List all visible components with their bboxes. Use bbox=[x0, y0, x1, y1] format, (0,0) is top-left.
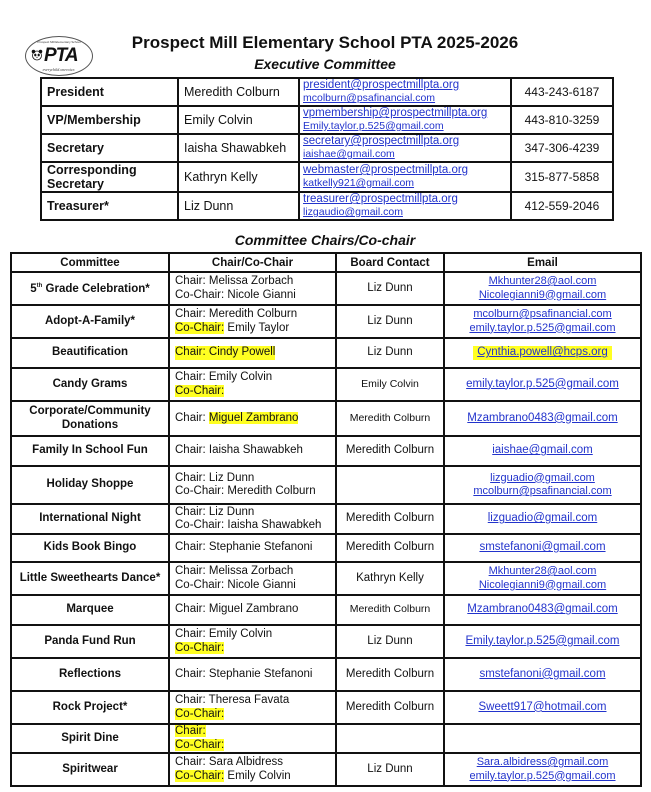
chair-person: Cindy Powell bbox=[205, 346, 276, 359]
board-contact-cell: Liz Dunn bbox=[336, 753, 444, 786]
email-link[interactable]: mcolburn@psafinancial.com bbox=[473, 308, 612, 320]
chair-cell bbox=[169, 305, 336, 338]
board-contact-cell: Liz Dunn bbox=[336, 272, 444, 305]
committee-name-cell bbox=[11, 305, 169, 338]
chair-label: Chair: bbox=[175, 694, 206, 706]
role-email-link[interactable]: president@prospectmillpta.org bbox=[303, 79, 460, 91]
email-link[interactable]: Cynthia.powell@hcps.org bbox=[473, 346, 612, 360]
column-header-board-contact: Board Contact bbox=[336, 253, 444, 272]
chair-line bbox=[175, 725, 330, 739]
phone-cell: 347-306-4239 bbox=[511, 134, 613, 162]
chair-cell bbox=[169, 272, 336, 305]
email-cell bbox=[444, 401, 641, 436]
chair-person: Melissa Zorbach bbox=[205, 565, 294, 577]
email-link[interactable]: Mkhunter28@aol.com bbox=[488, 565, 597, 577]
chair-cell bbox=[169, 401, 336, 436]
role-cell: VP/Membership bbox=[41, 106, 178, 134]
chair-cell bbox=[169, 504, 336, 534]
chair-label: Co-Chair: bbox=[175, 641, 225, 654]
role-email-link[interactable]: treasurer@prospectmillpta.org bbox=[303, 193, 458, 205]
chair-label: Chair: bbox=[175, 371, 206, 383]
committee-row bbox=[11, 595, 641, 625]
chair-person: Miguel Zambrano bbox=[205, 603, 299, 616]
committee-row bbox=[11, 466, 641, 504]
executive-committee-heading: Executive Committee bbox=[254, 56, 396, 72]
chair-line bbox=[175, 506, 330, 520]
committee-row bbox=[11, 338, 641, 368]
chair-person: Liz Dunn bbox=[205, 505, 255, 518]
chair-person: Melissa Zorbach bbox=[205, 275, 294, 287]
chair-cell bbox=[169, 753, 336, 786]
board-contact-cell bbox=[336, 466, 444, 504]
email-cell bbox=[444, 753, 641, 786]
committee-chairs-table bbox=[10, 252, 642, 787]
executive-row bbox=[41, 162, 613, 192]
column-header-committee: Committee bbox=[11, 253, 169, 272]
name-cell: Kathryn Kelly bbox=[178, 162, 299, 192]
name-cell: Liz Dunn bbox=[178, 192, 299, 220]
committee-name: International Night bbox=[39, 512, 141, 525]
committee-name-cell bbox=[11, 504, 169, 534]
chair-line bbox=[175, 770, 330, 784]
chair-label: Chair: bbox=[175, 565, 206, 577]
email-link[interactable]: iaishae@gmail.com bbox=[492, 444, 593, 457]
committee-name-cell bbox=[11, 534, 169, 562]
chair-label: Chair: bbox=[175, 346, 206, 359]
committee-name-cell bbox=[11, 436, 169, 466]
email-cell bbox=[444, 562, 641, 595]
personal-email-link[interactable]: katkelly921@gmail.com bbox=[303, 177, 415, 189]
committee-name: Panda Fund Run bbox=[44, 634, 136, 647]
committee-row bbox=[11, 305, 641, 338]
committee-name-cell bbox=[11, 595, 169, 625]
chair-line bbox=[175, 628, 330, 642]
chair-line bbox=[175, 385, 330, 399]
chair-label: Chair: bbox=[175, 603, 206, 616]
chair-cell bbox=[169, 625, 336, 658]
chair-line bbox=[175, 472, 330, 486]
committee-name-cell bbox=[11, 753, 169, 786]
chair-person: Nicole Gianni bbox=[224, 288, 296, 301]
chair-label: Chair: bbox=[175, 444, 206, 457]
chair-label: Co-Chair: bbox=[175, 519, 225, 531]
phone-cell: 443-243-6187 bbox=[511, 78, 613, 106]
email-link[interactable]: Sara.albidress@gmail.com bbox=[476, 756, 609, 768]
committee-row bbox=[11, 401, 641, 436]
committee-name-cell bbox=[11, 466, 169, 504]
board-contact-cell: Meredith Colburn bbox=[336, 534, 444, 562]
name-cell: Emily Colvin bbox=[178, 106, 299, 134]
email-link[interactable]: Mkhunter28@aol.com bbox=[488, 275, 597, 287]
email-cell bbox=[444, 658, 641, 691]
chair-cell bbox=[169, 534, 336, 562]
chair-label: Chair: bbox=[175, 725, 206, 737]
committee-name-cell bbox=[11, 401, 169, 436]
email-link[interactable]: Nicolegianni9@gmail.com bbox=[478, 288, 607, 301]
executive-row bbox=[41, 134, 613, 162]
chair-person: Liz Dunn bbox=[205, 471, 255, 484]
chair-person: Emily Colvin bbox=[205, 371, 273, 383]
chair-person: Stephanie Stefanoni bbox=[205, 667, 313, 680]
email-cell bbox=[444, 338, 641, 368]
chair-line bbox=[175, 668, 330, 682]
chair-person: Stephanie Stefanoni bbox=[205, 541, 313, 554]
email-cell bbox=[444, 534, 641, 562]
chair-line bbox=[175, 322, 330, 336]
chair-cell bbox=[169, 724, 336, 753]
chair-label: Chair: bbox=[175, 308, 206, 320]
email-cell bbox=[444, 466, 641, 504]
email-link[interactable]: smstefanoni@gmail.com bbox=[479, 667, 606, 680]
chair-label: Chair: bbox=[175, 628, 206, 640]
pta-logo bbox=[25, 36, 93, 76]
chair-line bbox=[175, 346, 275, 360]
board-contact-cell: Kathryn Kelly bbox=[336, 562, 444, 595]
chair-cell bbox=[169, 691, 336, 724]
committee-row bbox=[11, 753, 641, 786]
chair-line bbox=[175, 603, 330, 617]
committee-row bbox=[11, 724, 641, 753]
chair-line bbox=[175, 289, 330, 303]
email-cell bbox=[444, 595, 641, 625]
chair-line bbox=[175, 275, 330, 289]
committee-row bbox=[11, 534, 641, 562]
chair-label: Chair: bbox=[175, 756, 206, 768]
email-link[interactable]: Nicolegianni9@gmail.com bbox=[478, 578, 607, 591]
committee-name: Holiday Shoppe bbox=[46, 478, 134, 491]
committee-name: Beautification bbox=[51, 346, 129, 359]
logo-pta-text: PTA bbox=[44, 45, 78, 66]
role-cell: Secretary bbox=[41, 134, 178, 162]
chair-cell bbox=[169, 436, 336, 466]
email-cell bbox=[444, 272, 641, 305]
chair-cell bbox=[169, 595, 336, 625]
chair-person: Emily Taylor bbox=[224, 321, 290, 334]
email-cell bbox=[299, 78, 511, 106]
committee-name-cell bbox=[11, 562, 169, 595]
committee-name: Rock Project* bbox=[52, 700, 128, 713]
email-link[interactable]: emily.taylor.p.525@gmail.com bbox=[469, 769, 616, 782]
chair-label: Chair: bbox=[175, 541, 206, 554]
chair-label: Co-Chair: bbox=[175, 769, 225, 782]
chair-person: Meredith Colburn bbox=[224, 485, 316, 497]
chair-label: Co-Chair: bbox=[175, 384, 225, 397]
chair-line bbox=[175, 412, 330, 426]
board-contact-cell: Meredith Colburn bbox=[336, 691, 444, 724]
personal-email-link[interactable]: mcolburn@psafinancial.com bbox=[303, 92, 436, 104]
board-contact-cell: Liz Dunn bbox=[336, 338, 444, 368]
chair-label: Chair: bbox=[175, 411, 206, 424]
chair-line bbox=[175, 694, 330, 708]
chair-cell bbox=[169, 338, 336, 368]
committee-name: Marquee bbox=[66, 603, 114, 616]
committee-row bbox=[11, 436, 641, 466]
chair-line bbox=[175, 371, 330, 385]
email-cell bbox=[444, 305, 641, 338]
committee-row bbox=[11, 562, 641, 595]
chair-person: Miguel Zambrano bbox=[208, 411, 299, 424]
chair-person: Meredith Colburn bbox=[205, 308, 298, 320]
chair-person: Iaisha Shawabkeh bbox=[205, 444, 303, 457]
email-cell bbox=[299, 162, 511, 192]
chair-line bbox=[175, 756, 330, 770]
logo-school-name: Prospect Mill Elementary School bbox=[37, 40, 81, 44]
email-link[interactable]: emily.taylor.p.525@gmail.com bbox=[469, 321, 616, 334]
committee-name-cell bbox=[11, 338, 169, 368]
chair-person: Emily Colvin bbox=[205, 628, 273, 640]
email-link[interactable]: lizguadio@gmail.com bbox=[487, 512, 598, 525]
panda-icon bbox=[31, 49, 43, 61]
chair-label: Co-Chair: bbox=[175, 707, 225, 720]
personal-email-link[interactable]: iaishae@gmail.com bbox=[303, 148, 395, 160]
board-contact-cell: Liz Dunn bbox=[336, 305, 444, 338]
column-header-chair: Chair/Co-Chair bbox=[169, 253, 336, 272]
chair-line bbox=[175, 444, 330, 458]
executive-row bbox=[41, 192, 613, 220]
personal-email-link[interactable]: lizgaudio@gmail.com bbox=[303, 206, 403, 218]
email-cell bbox=[444, 504, 641, 534]
chair-line bbox=[175, 485, 330, 499]
personal-email-link[interactable]: Emily.taylor.p.525@gmail.com bbox=[303, 120, 444, 132]
committee-row bbox=[11, 625, 641, 658]
chair-line bbox=[175, 308, 330, 322]
phone-cell: 443-810-3259 bbox=[511, 106, 613, 134]
committee-grade-suffix: th bbox=[36, 283, 43, 290]
committee-grade-number: 5 bbox=[30, 283, 37, 296]
board-contact-cell bbox=[336, 724, 444, 753]
executive-row bbox=[41, 78, 613, 106]
chair-cell bbox=[169, 658, 336, 691]
chair-line bbox=[175, 739, 330, 753]
committee-name: Corporate/Community Donations bbox=[29, 405, 151, 431]
chair-person: Iaisha Shawabkeh bbox=[224, 519, 322, 531]
chair-line bbox=[175, 565, 330, 579]
committee-name-cell bbox=[11, 272, 169, 305]
committee-name-cell bbox=[11, 724, 169, 753]
role-cell: President bbox=[41, 78, 178, 106]
chair-label: Chair: bbox=[175, 667, 206, 680]
email-cell bbox=[444, 724, 641, 753]
chair-line bbox=[175, 642, 330, 656]
committee-row bbox=[11, 691, 641, 724]
email-link[interactable]: Emily.taylor.p.525@gmail.com bbox=[465, 634, 620, 647]
committee-row bbox=[11, 272, 641, 305]
chair-cell bbox=[169, 368, 336, 401]
chair-person: Nicole Gianni bbox=[224, 578, 296, 591]
chair-person: Theresa Favata bbox=[205, 694, 290, 706]
email-cell bbox=[444, 368, 641, 401]
role-email-link[interactable]: vpmembership@prospectmillpta.org bbox=[303, 107, 488, 119]
email-link[interactable]: Mzambrano0483@gmail.com bbox=[467, 603, 618, 616]
chair-line bbox=[175, 541, 330, 555]
chair-label: Chair: bbox=[175, 275, 206, 287]
committee-name: Grade Celebration* bbox=[45, 283, 150, 296]
board-contact-cell: Meredith Colburn bbox=[336, 436, 444, 466]
phone-cell: 315-877-5858 bbox=[511, 162, 613, 192]
chair-label: Co-Chair: bbox=[175, 578, 225, 591]
email-link[interactable]: Sweett917@hotmail.com bbox=[478, 700, 607, 713]
role-cell: Corresponding Secretary bbox=[41, 162, 178, 192]
committee-name-cell bbox=[11, 691, 169, 724]
role-cell: Treasurer* bbox=[41, 192, 178, 220]
role-email-link[interactable]: secretary@prospectmillpta.org bbox=[303, 135, 460, 147]
chair-cell bbox=[169, 562, 336, 595]
board-contact-cell: Meredith Colburn bbox=[336, 595, 444, 625]
committee-name: Adopt-A-Family* bbox=[44, 314, 136, 327]
board-contact-cell: Meredith Colburn bbox=[336, 401, 444, 436]
name-cell: Iaisha Shawabkeh bbox=[178, 134, 299, 162]
committee-row bbox=[11, 504, 641, 534]
chair-label: Co-Chair: bbox=[175, 485, 225, 497]
committee-name: Family In School Fun bbox=[32, 444, 148, 457]
committee-name: Spiritwear bbox=[62, 762, 118, 775]
board-contact-cell: Meredith Colburn bbox=[336, 658, 444, 691]
table-header-row bbox=[11, 253, 641, 272]
email-link[interactable]: smstefanoni@gmail.com bbox=[479, 541, 606, 554]
chair-label: Co-Chair: bbox=[175, 738, 225, 751]
column-header-email: Email bbox=[444, 253, 641, 272]
email-link[interactable]: mcolburn@psafinancial.com bbox=[473, 485, 612, 497]
chair-label: Chair: bbox=[175, 505, 206, 518]
chair-line bbox=[175, 519, 330, 533]
email-cell bbox=[299, 192, 511, 220]
executive-committee-table bbox=[40, 77, 614, 221]
committee-name: Little Sweethearts Dance* bbox=[19, 571, 161, 584]
role-email-link[interactable]: webmaster@prospectmillpta.org bbox=[303, 164, 469, 176]
committee-row bbox=[11, 368, 641, 401]
chair-label: Co-Chair: bbox=[175, 288, 225, 301]
chair-person: Emily Colvin bbox=[224, 769, 291, 782]
chair-line bbox=[175, 708, 330, 722]
page-title: Prospect Mill Elementary School PTA 2025-2026 bbox=[131, 33, 519, 52]
email-link[interactable]: Mzambrano0483@gmail.com bbox=[467, 411, 618, 424]
committee-name-cell bbox=[11, 625, 169, 658]
name-cell: Meredith Colburn bbox=[178, 78, 299, 106]
committee-row bbox=[11, 658, 641, 691]
committee-name-cell bbox=[11, 368, 169, 401]
committee-name: Spirit Dine bbox=[61, 731, 119, 744]
board-contact-cell: Meredith Colburn bbox=[336, 504, 444, 534]
email-cell bbox=[444, 691, 641, 724]
committee-name-cell bbox=[11, 658, 169, 691]
chair-cell bbox=[169, 466, 336, 504]
email-cell bbox=[299, 134, 511, 162]
email-cell bbox=[299, 106, 511, 134]
email-link[interactable]: emily.taylor.p.525@gmail.com bbox=[466, 377, 619, 390]
email-cell bbox=[444, 436, 641, 466]
committee-name: Candy Grams bbox=[52, 377, 128, 390]
board-contact-cell: Liz Dunn bbox=[336, 625, 444, 658]
chair-person: Sara Albidress bbox=[205, 756, 284, 768]
chair-label: Co-Chair: bbox=[175, 321, 225, 334]
email-cell bbox=[444, 625, 641, 658]
logo-tagline: everychild.onevoice. bbox=[42, 67, 76, 72]
executive-row bbox=[41, 106, 613, 134]
phone-cell: 412-559-2046 bbox=[511, 192, 613, 220]
chair-label: Chair: bbox=[175, 471, 206, 484]
chair-line bbox=[175, 579, 330, 593]
board-contact-cell: Emily Colvin bbox=[336, 368, 444, 401]
committee-name: Reflections bbox=[59, 667, 121, 680]
committee-name: Kids Book Bingo bbox=[43, 541, 137, 554]
committee-chairs-heading: Committee Chairs/Co-chair bbox=[234, 232, 416, 248]
email-link[interactable]: lizguadio@gmail.com bbox=[490, 471, 595, 484]
